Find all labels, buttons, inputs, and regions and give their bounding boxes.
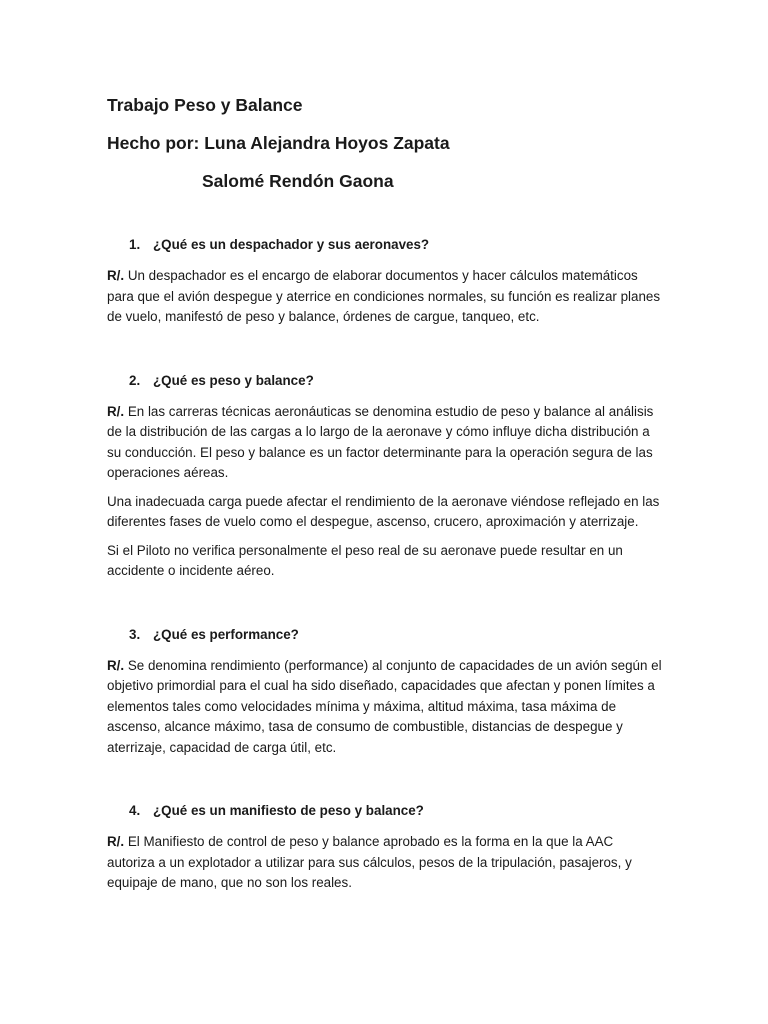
answer-paragraph xyxy=(107,832,664,894)
answer-marker: R/. xyxy=(107,657,125,673)
answer-text: El Manifiesto de control de peso y balance aprobado es la forma en la que la AAC autoriza a un explotador a utilizar para sus cálculos, pesos de la tripulación, pasajeros, y equipaje de mano, que no son los reales. xyxy=(107,834,632,890)
question-number: 4. xyxy=(129,803,141,818)
question-heading xyxy=(107,802,664,820)
answer-text: En las carreras técnicas aeronáuticas se denomina estudio de peso y balance al análisis de la distribución de las cargas a lo largo de la aeronave y cómo influye dicha distribución a su conducción. El peso y balance es un factor determinante para la operación segura de las operaciones aéreas. xyxy=(107,403,654,480)
answer-paragraph-extra: Si el Piloto no verifica personalmente el peso real de su aeronave puede resultar en un accidente o incidente aéreo. xyxy=(107,542,623,578)
answer-marker: R/. xyxy=(107,403,125,419)
document-title: Trabajo Peso y Balance xyxy=(107,95,303,115)
author-line: Hecho por: Luna Alejandra Hoyos Zapata xyxy=(107,133,450,153)
question-block-2 xyxy=(107,372,664,582)
question-text: ¿Qué es peso y balance? xyxy=(153,372,314,388)
answer-text: Un despachador es el encargo de elaborar documentos y hacer cálculos matemáticos para que el avión despegue y aterrice en condiciones normales, su función es realizar planes de vuelo, manifestó de peso y balance, órdenes de cargue, tanqueo, etc. xyxy=(107,268,661,324)
document-header xyxy=(107,0,664,192)
question-block-1 xyxy=(107,236,664,328)
answer-paragraph xyxy=(107,402,664,484)
answer-marker: R/. xyxy=(107,268,125,283)
question-number: 3. xyxy=(129,626,141,642)
question-text: ¿Qué es un despachador y sus aeronaves? xyxy=(153,237,430,252)
question-list xyxy=(107,236,664,894)
question-number: 1. xyxy=(129,237,141,252)
answer-paragraph xyxy=(107,266,664,328)
question-block-4 xyxy=(107,802,664,894)
coauthor-line: Salomé Rendón Gaona xyxy=(202,171,394,191)
answer-paragraph-extra: Una inadecuada carga puede afectar el rendimiento de la aeronave viéndose reflejado en las diferentes fases de vuelo como el despegue, ascenso, crucero, aproximación y aterrizaje. xyxy=(107,493,660,529)
question-text: ¿Qué es performance? xyxy=(153,626,299,642)
answer-text: Se denomina rendimiento (performance) al conjunto de capacidades de un avión según el objetivo primordial para el cual ha sido diseñado, capacidades que afectan y ponen límites a elementos tales como velocidades mínima y máxima, altitud máxima, tasa máxima de ascenso, alcance máximo, tasa de consumo de combustible, distancias de despegue y aterrizaje, capacidad de carga útil, etc. xyxy=(107,657,662,755)
question-text: ¿Qué es un manifiesto de peso y balance? xyxy=(153,803,424,818)
answer-marker: R/. xyxy=(107,834,125,849)
question-heading xyxy=(107,626,664,644)
answer-paragraph xyxy=(107,656,664,759)
question-block-3 xyxy=(107,626,664,759)
question-heading xyxy=(107,236,664,254)
question-number: 2. xyxy=(129,372,141,388)
question-heading xyxy=(107,372,664,390)
